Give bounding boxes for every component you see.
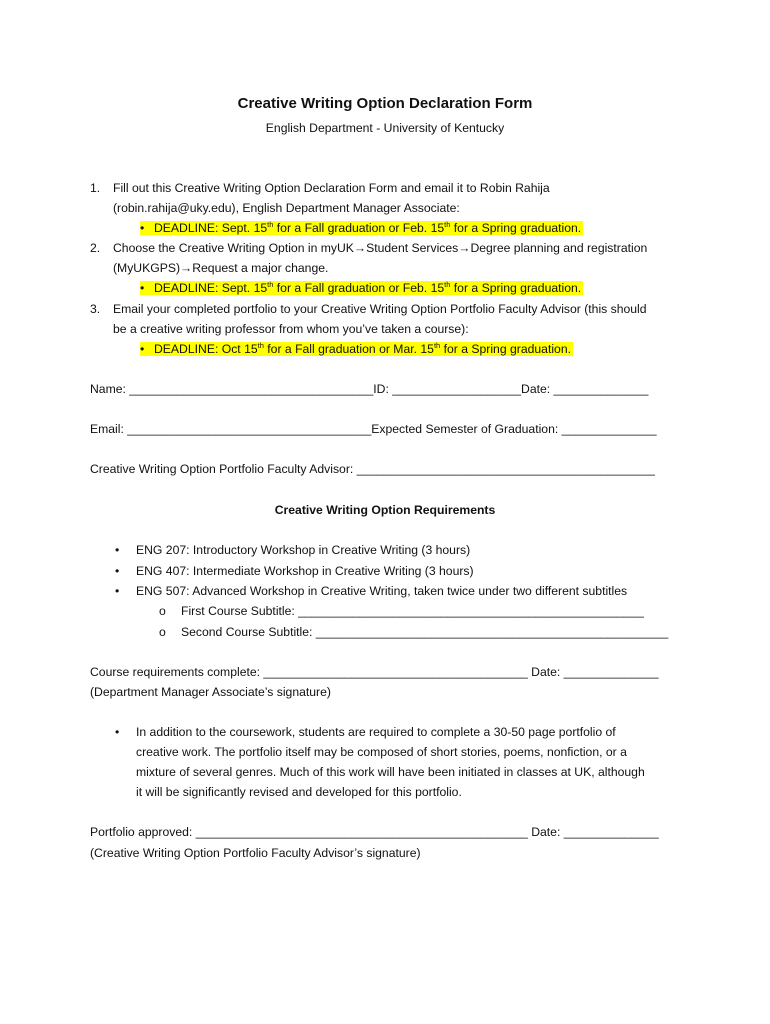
course-complete-caption: (Department Manager Associate’s signature) bbox=[90, 685, 331, 699]
step-3-text-line2: be a creative writing professor from whom you’ve taken a course): bbox=[113, 322, 469, 336]
sub-bullet-icon: o bbox=[159, 604, 166, 618]
requirement-item: ENG 207: Introductory Workshop in Creative Writing (3 hours) bbox=[136, 543, 471, 557]
step-1-number: 1. bbox=[90, 181, 101, 195]
bullet-icon: • bbox=[140, 342, 145, 356]
bullet-icon: • bbox=[140, 221, 145, 235]
portfolio-note-line: creative work. The portfolio itself may be composed of short stories, poems, nonfiction, or a bbox=[136, 745, 627, 759]
arrow-right-icon: → bbox=[180, 261, 193, 275]
bullet-icon: • bbox=[115, 564, 120, 578]
portfolio-approved-caption: (Creative Writing Option Portfolio Faculty Advisor’s signature) bbox=[90, 846, 421, 860]
portfolio-note-line: mixture of several genres. Much of this work will have been initiated in classes at UK, although bbox=[136, 765, 645, 779]
step-2-deadline bbox=[140, 279, 583, 297]
step-2-text-line1: Choose the Creative Writing Option in myUK→Student Services→Degree planning and registration bbox=[113, 241, 648, 255]
deadline-highlight: • DEADLINE: Sept. 15th for a Fall graduation or Feb. 15th for a Spring graduation. bbox=[140, 220, 582, 235]
portfolio-note-line: it will be significantly revised and developed for this portfolio. bbox=[136, 785, 462, 799]
name-id-date-field[interactable]: Name: ____________________________________ID: ___________________Date: ______________ bbox=[90, 382, 649, 396]
step-3-number: 3. bbox=[90, 302, 101, 316]
portfolio-note-line: In addition to the coursework, students are required to complete a 30-50 page portfolio of bbox=[136, 725, 616, 739]
bullet-icon: • bbox=[115, 584, 120, 598]
bullet-icon: • bbox=[140, 281, 145, 295]
arrow-right-icon: → bbox=[458, 241, 471, 255]
step-1-deadline bbox=[140, 219, 583, 237]
sub-bullet-icon: o bbox=[159, 625, 166, 639]
bullet-icon: • bbox=[115, 725, 120, 739]
advisor-field[interactable]: Creative Writing Option Portfolio Faculty Advisor: ____________________________________________ bbox=[90, 462, 655, 476]
first-course-subtitle-field[interactable]: First Course Subtitle: ___________________________________________________ bbox=[181, 604, 644, 618]
form-subtitle: English Department - University of Kentucky bbox=[265, 121, 505, 135]
requirement-item: ENG 507: Advanced Workshop in Creative Writing, taken twice under two different subtitles bbox=[136, 584, 628, 598]
step-2-number: 2. bbox=[90, 241, 101, 255]
portfolio-approved-signature-field[interactable]: Portfolio approved: _________________________________________________ Date: ______________ bbox=[90, 825, 659, 839]
requirements-heading: Creative Writing Option Requirements bbox=[274, 503, 496, 517]
step-2-text-line2: (MyUKGPS)→Request a major change. bbox=[113, 261, 329, 275]
step-1-text-line2: (robin.rahija@uky.edu), English Department Manager Associate: bbox=[113, 201, 460, 215]
bullet-icon: • bbox=[115, 543, 120, 557]
deadline-highlight: • DEADLINE: Sept. 15th for a Fall graduation or Feb. 15th for a Spring graduation. bbox=[140, 280, 582, 295]
form-title: Creative Writing Option Declaration Form bbox=[237, 95, 533, 112]
course-complete-signature-field[interactable]: Course requirements complete: _______________________________________ Date: ______________ bbox=[90, 665, 659, 679]
step-3-text-line1: Email your completed portfolio to your Creative Writing Option Portfolio Faculty Advisor (this should bbox=[113, 302, 647, 316]
deadline-highlight: • DEADLINE: Oct 15th for a Fall graduation or Mar. 15th for a Spring graduation. bbox=[140, 341, 571, 356]
second-course-subtitle-field[interactable]: Second Course Subtitle: ____________________________________________________ bbox=[181, 625, 669, 639]
arrow-right-icon: → bbox=[353, 241, 367, 255]
email-semester-field[interactable]: Email: ____________________________________Expected Semester of Graduation: ______________ bbox=[90, 422, 657, 436]
step-3-deadline bbox=[140, 340, 573, 358]
step-1-text-line1: Fill out this Creative Writing Option Declaration Form and email it to Robin Rahija bbox=[113, 181, 550, 195]
requirement-item: ENG 407: Intermediate Workshop in Creative Writing (3 hours) bbox=[136, 564, 474, 578]
